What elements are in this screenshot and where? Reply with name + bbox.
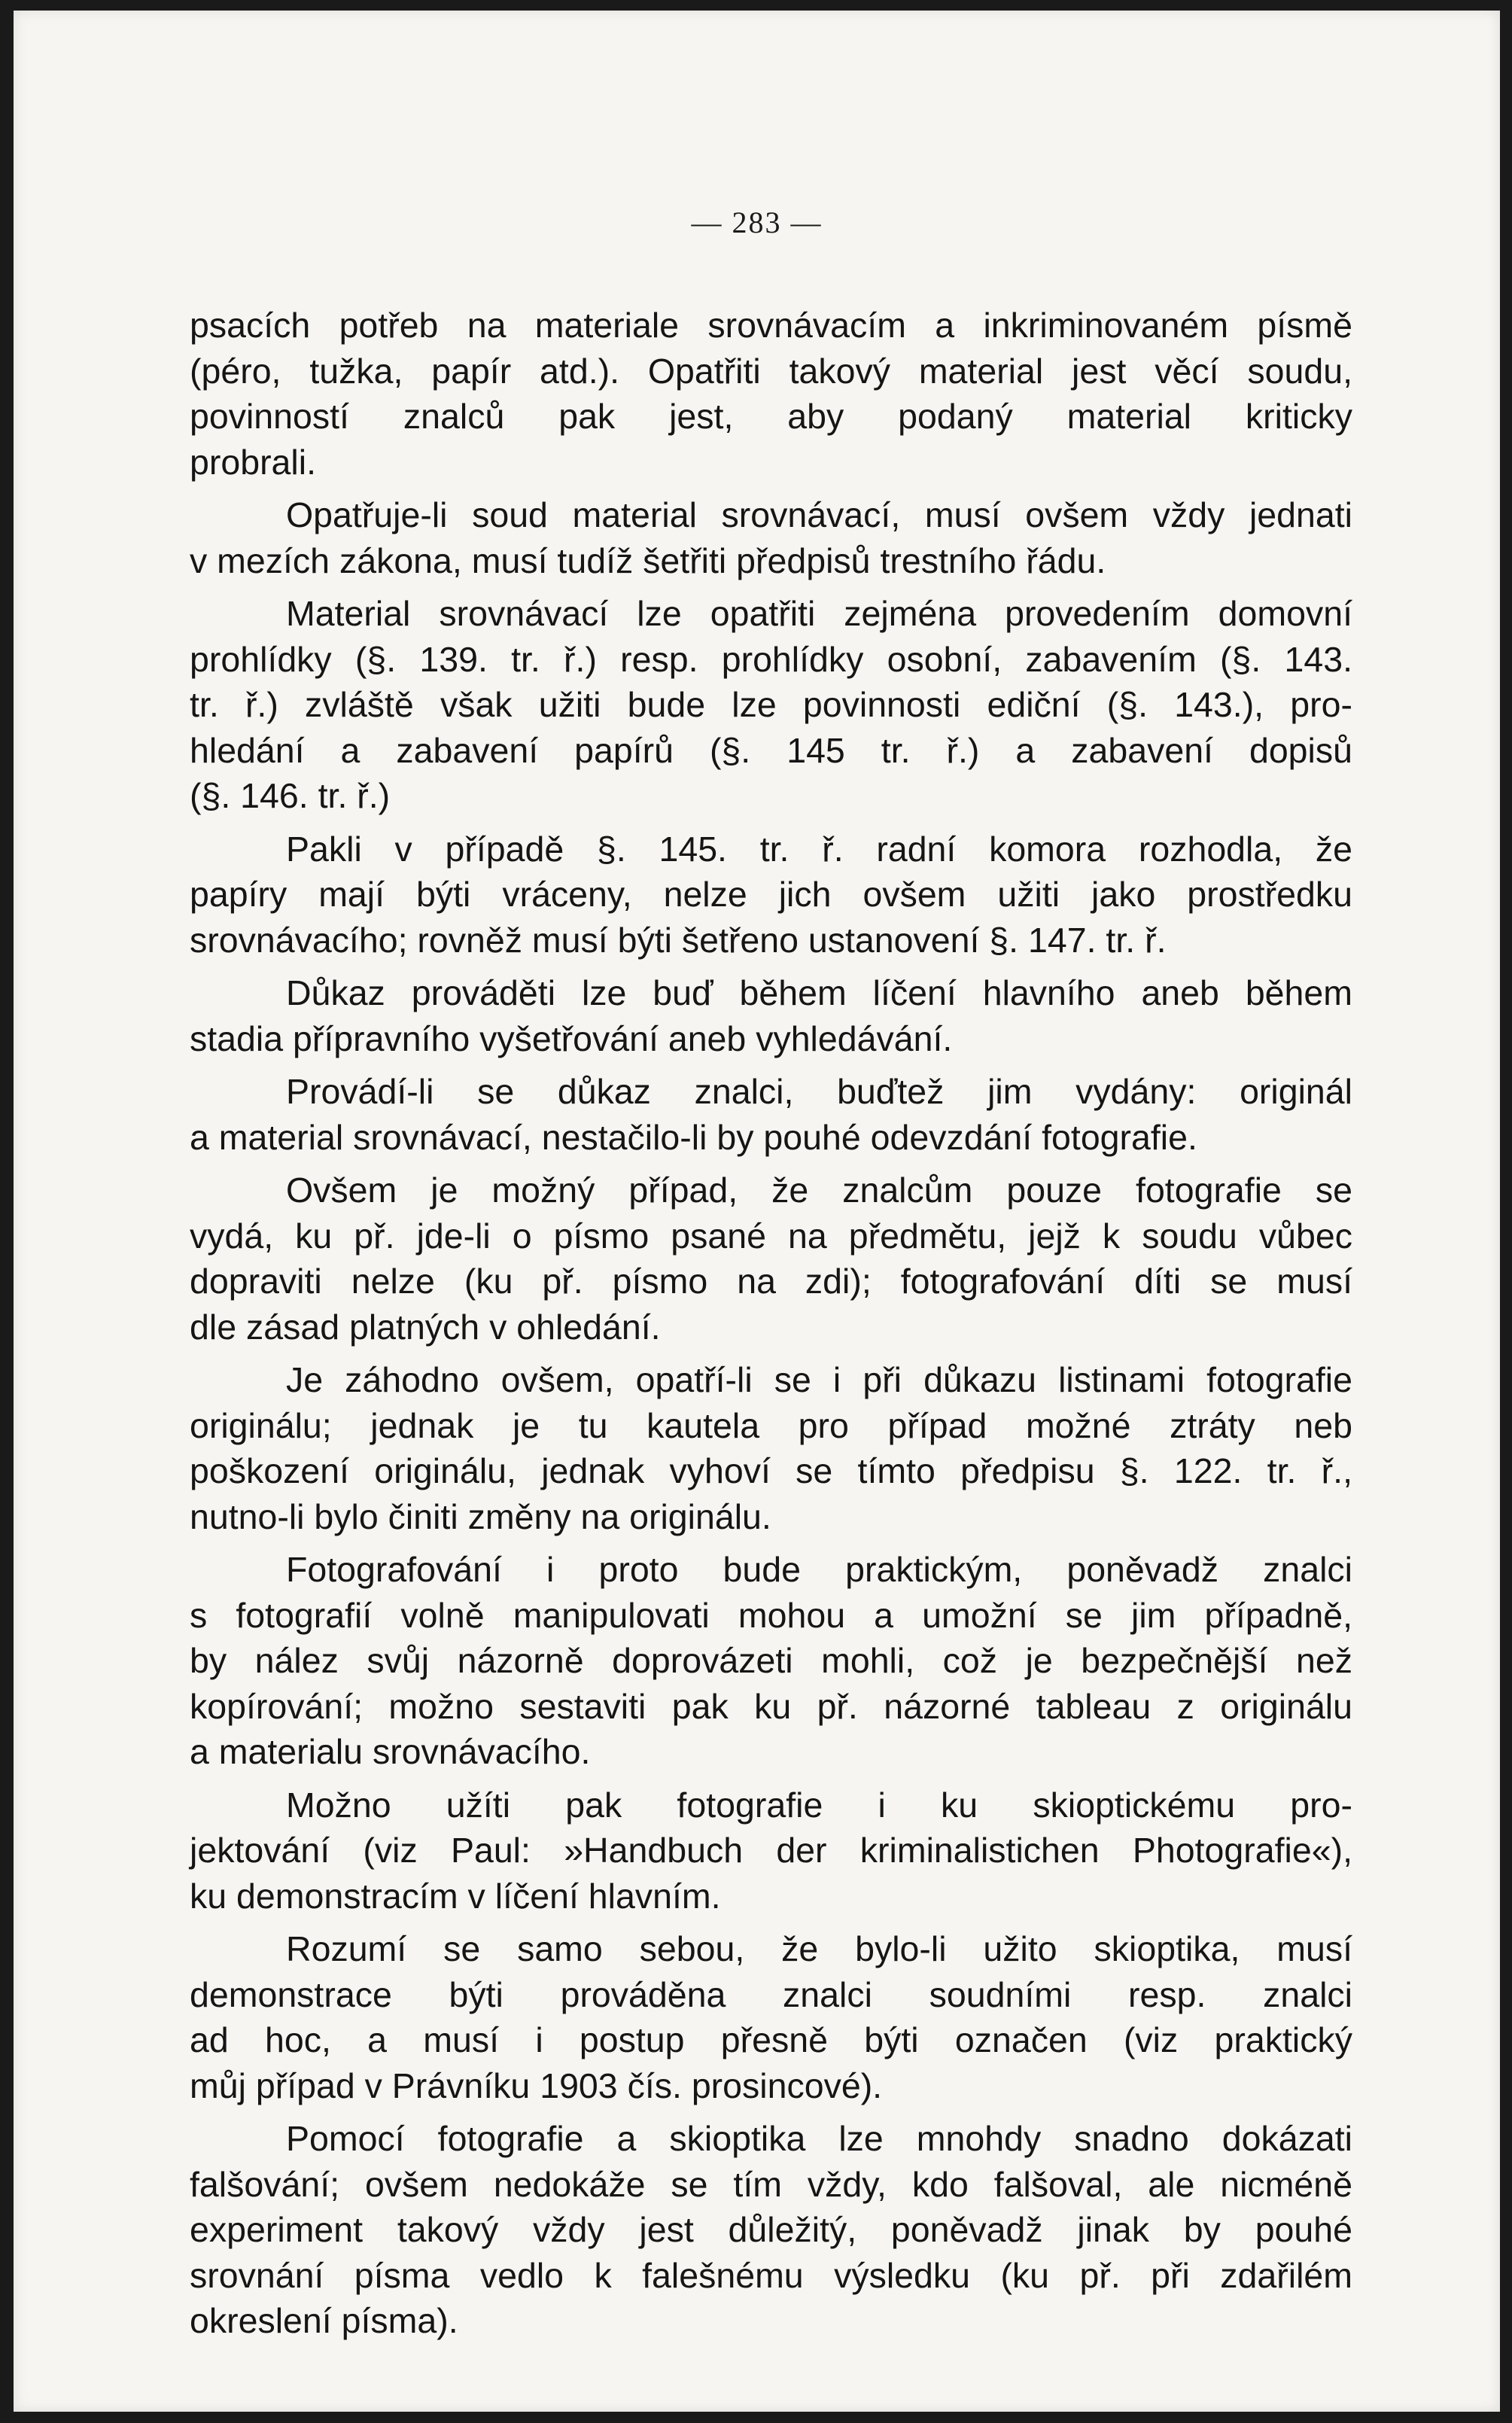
paragraph-12: [190, 2116, 1352, 2344]
text-line: psacích potřeb na materiale srovnávacím a inkriminovaném písmě: [190, 306, 1352, 345]
text-line: hledání a zabavení papírů (§. 145 tr. ř.) a zabavení dopisů: [190, 730, 1352, 770]
text-line: srovnávacího; rovněž musí býti šetřeno ustanovení §. 147. tr. ř.: [190, 920, 1167, 960]
text-line: Fotografování i proto bude praktickým, poněvadž znalci: [286, 1550, 1352, 1589]
body-text: [190, 303, 1352, 2351]
paragraph-9: [190, 1547, 1352, 1775]
book-page: [14, 11, 1500, 2412]
text-line: a material srovnávací, nestačilo-li by pouhé odevzdání fotografie.: [190, 1117, 1197, 1157]
paragraph-8: [190, 1357, 1352, 1539]
text-line: ad hoc, a musí i postup přesně býti označen (viz praktický: [190, 2020, 1352, 2059]
text-line: nutno-li bylo činiti změny na originálu.: [190, 1496, 771, 1536]
text-line: Material srovnávací lze opatřiti zejména provedením domovní: [286, 594, 1352, 633]
text-line: vydá, ku př. jde-li o písmo psané na předmětu, jejž k soudu vůbec: [190, 1216, 1352, 1256]
text-line: demonstrace býti prováděna znalci soudními resp. znalci: [190, 1974, 1352, 2014]
text-line: poškození originálu, jednak vyhoví se tímto předpisu §. 122. tr. ř.,: [190, 1451, 1352, 1490]
text-line: experiment takový vždy jest důležitý, poněvadž jinak by pouhé: [190, 2210, 1352, 2249]
text-line: papíry mají býti vráceny, nelze jich ovšem užiti jako prostředku: [190, 875, 1352, 914]
text-line: Pakli v případě §. 145. tr. ř. radní komora rozhodla, že: [286, 829, 1352, 869]
text-line: Důkaz prováděti lze buď během líčení hlavního aneb během: [286, 973, 1352, 1012]
text-line: a materialu srovnávacího.: [190, 1732, 591, 1771]
paragraph-10: [190, 1782, 1352, 1919]
text-line: v mezích zákona, musí tudíž šetřiti předpisů trestního řádu.: [190, 540, 1106, 580]
paragraph-1: [190, 303, 1352, 485]
text-line: okreslení písma).: [190, 2301, 458, 2340]
text-line: Ovšem je možný případ, že znalcům pouze fotografie se: [286, 1170, 1352, 1210]
text-line: Možno užíti pak fotografie i ku skioptickému pro-: [286, 1785, 1352, 1825]
text-line: originálu; jednak je tu kautela pro případ možné ztráty neb: [190, 1405, 1352, 1445]
paragraph-11: [190, 1926, 1352, 2108]
text-line: povinností znalců pak jest, aby podaný material kriticky: [190, 397, 1352, 436]
text-line: Rozumí se samo sebou, že bylo-li užito skioptika, musí: [286, 1929, 1352, 1968]
paragraph-7: [190, 1167, 1352, 1350]
page-number: — 283 —: [691, 205, 823, 239]
text-line: Provádí-li se důkaz znalci, buďtež jim vydány: originál: [286, 1072, 1352, 1111]
paragraph-3: [190, 591, 1352, 819]
text-line: by nález svůj názorně doprovázeti mohli, což je bezpečnější než: [190, 1641, 1352, 1680]
text-line: Je záhodno ovšem, opatří-li se i při důkazu listinami fotografie: [286, 1360, 1352, 1399]
text-line: s fotografií volně manipulovati mohou a umožní se jim případně,: [190, 1595, 1352, 1635]
text-line: dle zásad platných v ohledání.: [190, 1307, 661, 1347]
paragraph-5: [190, 970, 1352, 1061]
paragraph-2: [190, 492, 1352, 583]
text-line: (péro, tužka, papír atd.). Opatřiti takový material jest věcí soudu,: [190, 351, 1352, 391]
text-line: (§. 146. tr. ř.): [190, 776, 391, 815]
text-line: ku demonstracím v líčení hlavním.: [190, 1876, 721, 1916]
text-line: dopraviti nelze (ku př. písmo na zdi); fotografování díti se musí: [190, 1262, 1352, 1301]
text-line: Opatřuje-li soud material srovnávací, musí ovšem vždy jednati: [286, 495, 1352, 534]
text-line: můj případ v Právníku 1903 čís. prosincové).: [190, 2065, 883, 2105]
text-line: Pomocí fotografie a skioptika lze mnohdy snadno dokázati: [286, 2119, 1352, 2158]
text-line: kopírování; možno sestaviti pak ku př. názorné tableau z originálu: [190, 1686, 1352, 1726]
text-line: stadia přípravního vyšetřování aneb vyhledávání.: [190, 1018, 953, 1058]
text-line: srovnání písma vedlo k falešnému výsledku (ku př. při zdařilém: [190, 2255, 1352, 2295]
paragraph-4: [190, 826, 1352, 963]
text-line: tr. ř.) zvláště však užiti bude lze povinnosti ediční (§. 143.), pro-: [190, 685, 1352, 724]
text-line: probrali.: [190, 442, 316, 482]
text-line: prohlídky (§. 139. tr. ř.) resp. prohlídky osobní, zabavením (§. 143.: [190, 639, 1352, 679]
paragraph-6: [190, 1069, 1352, 1160]
text-line: falšování; ovšem nedokáže se tím vždy, kdo falšoval, ale nicméně: [190, 2164, 1352, 2204]
text-line: jektování (viz Paul: »Handbuch der kriminalistichen Photografie«),: [190, 1831, 1352, 1870]
